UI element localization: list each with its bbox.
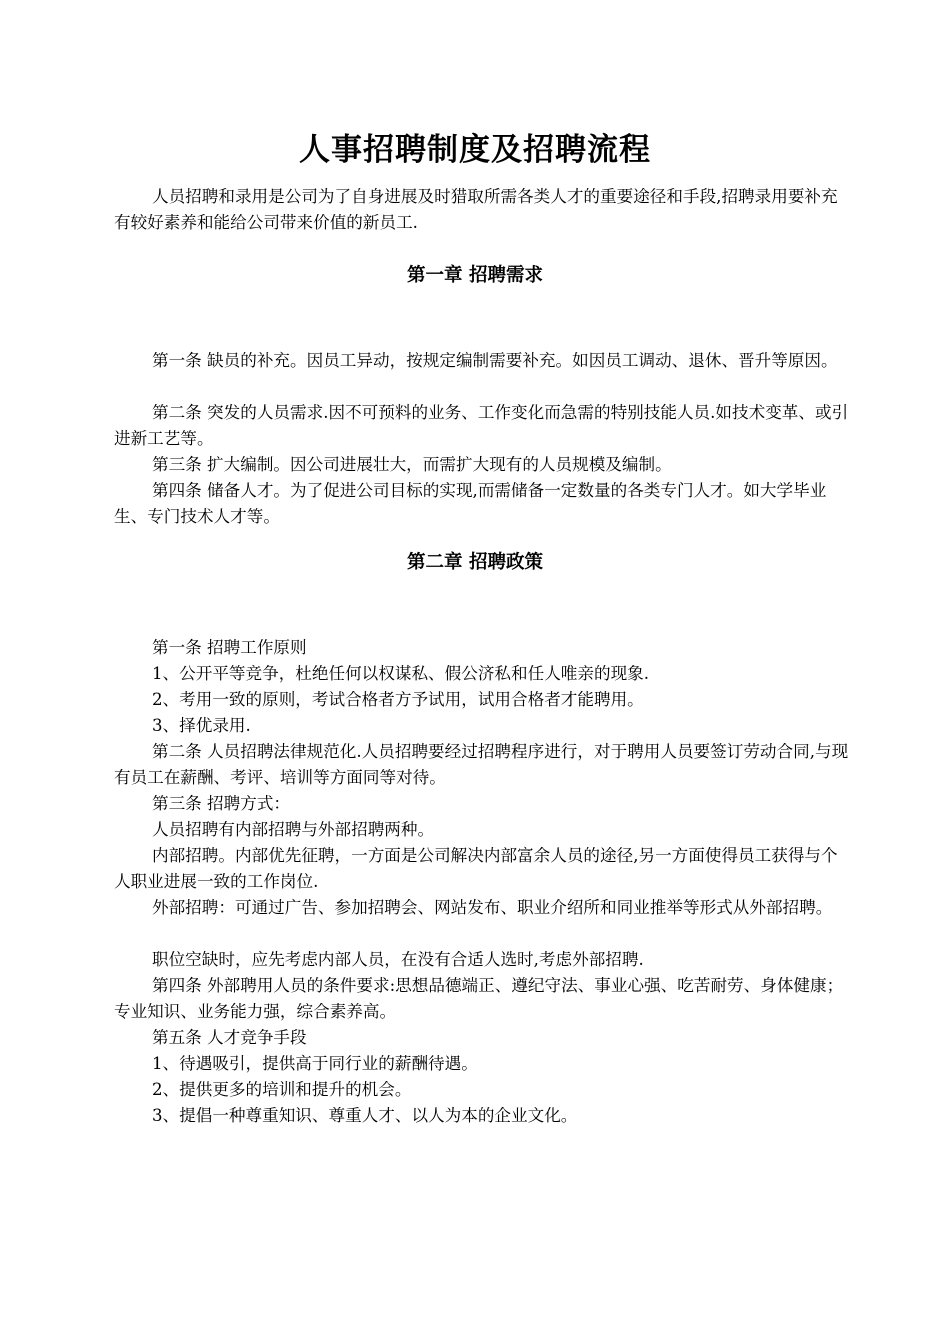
intro-paragraph: 人员招聘和录用是公司为了自身进展及时猎取所需各类人才的重要途径和手段,招聘录用要补充有较好素养和能给公司带来价值的新员工. — [114, 187, 838, 232]
chapter-2-heading: 第二章 招聘政策 — [407, 552, 543, 573]
chapter-2-vacancy-note: 职位空缺时，应先考虑内部人员，在没有合适人选时,考虑外部招聘. — [152, 950, 644, 969]
chapter-2-internal-recruit: 内部招聘。内部优先征聘，一方面是公司解决内部富余人员的途径,另一方面使得员工获得与个人职业进展一致的工作岗位. — [114, 846, 838, 891]
chapter-1-article-1: 第一条 缺员的补充。因员工异动，按规定编制需要补充。如因员工调动、退休、晋升等原因。 — [152, 351, 838, 370]
chapter-1-article-2: 第二条 突发的人员需求.因不可预料的业务、工作变化而急需的特别技能人员.如技术变革、或引进新工艺等。 — [114, 403, 849, 448]
chapter-2-item-2: 2、考用一致的原则，考试合格者方予试用，试用合格者才能聘用。 — [152, 690, 644, 709]
chapter-2-article-5: 第五条 人才竞争手段 — [152, 1028, 307, 1047]
chapter-2-item-1: 1、公开平等竞争，杜绝任何以权谋私、假公济私和任人唯亲的现象. — [152, 664, 650, 683]
chapter-1-article-4: 第四条 储备人才。为了促进公司目标的实现,而需储备一定数量的各类专门人才。如大学毕业生、专门技术人才等。 — [114, 481, 827, 526]
chapter-2-article-1: 第一条 招聘工作原则 — [152, 638, 307, 657]
chapter-2-means-3: 3、提倡一种尊重知识、尊重人才、以人为本的企业文化。 — [152, 1106, 578, 1125]
chapter-1-article-3: 第三条 扩大编制。因公司进展壮大，而需扩大现有的人员规模及编制。 — [152, 455, 672, 474]
chapter-2-item-3: 3、择优录用. — [152, 716, 251, 735]
chapter-2-external-recruit: 外部招聘：可通过广告、参加招聘会、网站发布、职业介绍所和同业推举等形式从外部招聘。 — [152, 898, 833, 917]
document-title: 人事招聘制度及招聘流程 — [299, 132, 651, 168]
chapter-2-means-2: 2、提供更多的培训和提升的机会。 — [152, 1080, 412, 1099]
chapter-2-means-1: 1、待遇吸引，提供高于同行业的薪酬待遇。 — [152, 1054, 478, 1073]
chapter-2-recruit-types: 人员招聘有内部招聘与外部招聘两种。 — [152, 820, 435, 839]
chapter-2-article-3: 第三条 招聘方式： — [152, 794, 291, 813]
chapter-2-article-2: 第二条 人员招聘法律规范化.人员招聘要经过招聘程序进行，对于聘用人员要签订劳动合同,与现有员工在薪酬、考评、培训等方面同等对待。 — [114, 742, 849, 787]
chapter-2-article-4: 第四条 外部聘用人员的条件要求:思想品德端正、遵纪守法、事业心强、吃苦耐劳、身体健康；专业知识、业务能力强，综合素养高。 — [114, 976, 844, 1021]
chapter-1-heading: 第一章 招聘需求 — [407, 265, 543, 286]
